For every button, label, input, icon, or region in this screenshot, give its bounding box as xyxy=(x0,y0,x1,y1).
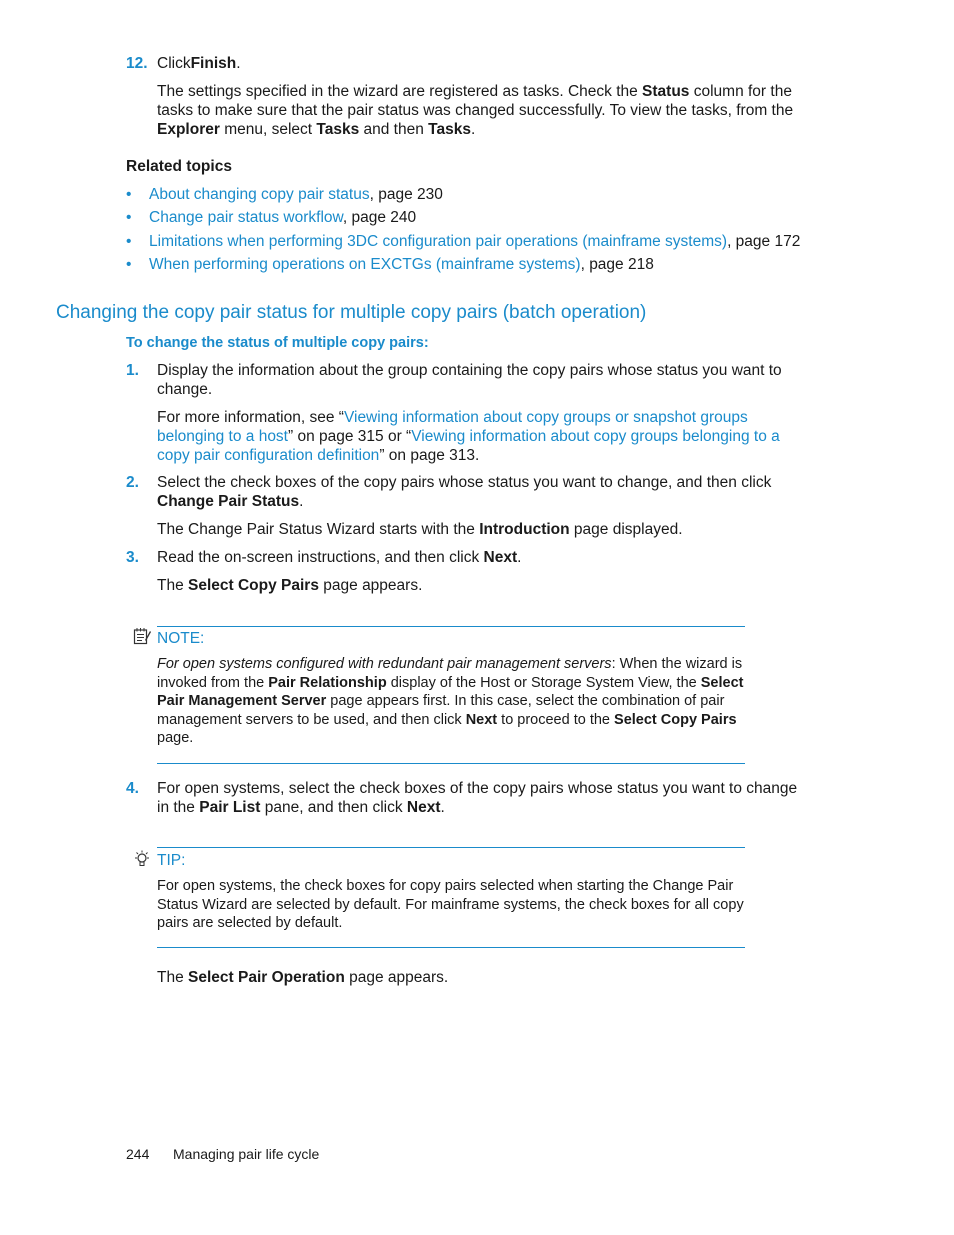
related-topics-title: Related topics xyxy=(126,158,232,175)
related-link[interactable]: Change pair status workflow xyxy=(149,209,343,227)
note-text: For open systems configured with redundant pair management servers: When the wizard is invoked from the Pair Relationship display of the Host or Storage System View, the Select Pair Management Server page appears first. In this case, select the combination of pair management servers to be used, and then click Next to proceed to the Select Copy Pairs page. xyxy=(157,656,744,746)
list-item: • About changing copy pair status, page 230 xyxy=(126,186,443,203)
page-number: 244 xyxy=(126,1146,150,1162)
step-text: Select the check boxes of the copy pairs whose status you want to change, and then click Change Pair Status. xyxy=(157,474,772,510)
step-result: The Change Pair Status Wizard starts with the Introduction page displayed. xyxy=(157,521,683,538)
step-number: 4. xyxy=(126,780,139,797)
step-text: ClickFinish. xyxy=(157,55,241,72)
note-bottom-rule xyxy=(157,763,745,764)
note-pad-icon xyxy=(133,627,151,645)
step-number: 3. xyxy=(126,549,139,566)
note-label: NOTE: xyxy=(157,630,205,647)
tip-bottom-rule xyxy=(157,947,745,948)
related-topics-list xyxy=(126,185,800,278)
step-text: Read the on-screen instructions, and then click Next. xyxy=(157,549,522,566)
step-number: 2. xyxy=(126,474,139,491)
bullet: • xyxy=(126,209,132,227)
chapter-title: Managing pair life cycle xyxy=(173,1146,320,1162)
tip-top-rule xyxy=(157,847,745,848)
tip-label: TIP: xyxy=(157,852,186,869)
section-heading: Changing the copy pair status for multiple copy pairs (batch operation) xyxy=(56,302,647,323)
tip-text: For open systems, the check boxes for copy pairs selected when starting the Change Pair Status Wizard are selected by default. For mainframe systems, the check boxes for all copy pairs are selected by default. xyxy=(157,878,744,931)
procedure-heading: To change the status of multiple copy pairs: xyxy=(126,335,429,351)
step-result: The Select Copy Pairs page appears. xyxy=(157,577,423,594)
light-bulb-icon xyxy=(133,850,151,868)
list-item: • Limitations when performing 3DC configuration pair operations (mainframe systems), page 172 xyxy=(126,232,801,250)
step-number: 12. xyxy=(126,55,148,72)
step-result: The Select Pair Operation page appears. xyxy=(157,969,449,986)
step-text: For open systems, select the check boxes of the copy pairs whose status you want to change in the Pair List pane, and then click Next. xyxy=(157,780,798,816)
step-result: The settings specified in the wizard are registered as tasks. Check the Status column for the tasks to make sure that the pair status was changed successfully. To view the tasks, from the Explorer menu, select Tasks and then Tasks. xyxy=(157,83,794,138)
list-item: • Change pair status workflow, page 240 xyxy=(126,209,417,227)
step-number: 1. xyxy=(126,362,139,379)
cross-ref-link[interactable]: Viewing information about copy groups belonging to a copy pair configuration definition xyxy=(157,428,780,464)
note-top-rule xyxy=(157,626,745,627)
related-link[interactable]: Limitations when performing 3DC configuration pair operations (mainframe systems) xyxy=(149,232,728,250)
related-link[interactable]: About changing copy pair status xyxy=(149,186,370,203)
cross-ref-link[interactable]: Viewing information about copy groups or snapshot groups belonging to a host xyxy=(157,409,748,445)
step-text: Display the information about the group containing the copy pairs whose status you want to change. xyxy=(157,362,782,398)
bullet: • xyxy=(126,186,132,203)
bullet: • xyxy=(126,255,132,273)
step-more-info: For more information, see “Viewing information about copy groups or snapshot groups belonging to a host” on page 315 or “Viewing information about copy groups belonging to a copy pair configuration definition” on page 313. xyxy=(157,409,780,464)
related-link[interactable]: When performing operations on EXCTGs (mainframe systems) xyxy=(149,255,581,273)
list-item: • When performing operations on EXCTGs (mainframe systems), page 218 xyxy=(126,255,654,273)
bullet: • xyxy=(126,232,132,250)
